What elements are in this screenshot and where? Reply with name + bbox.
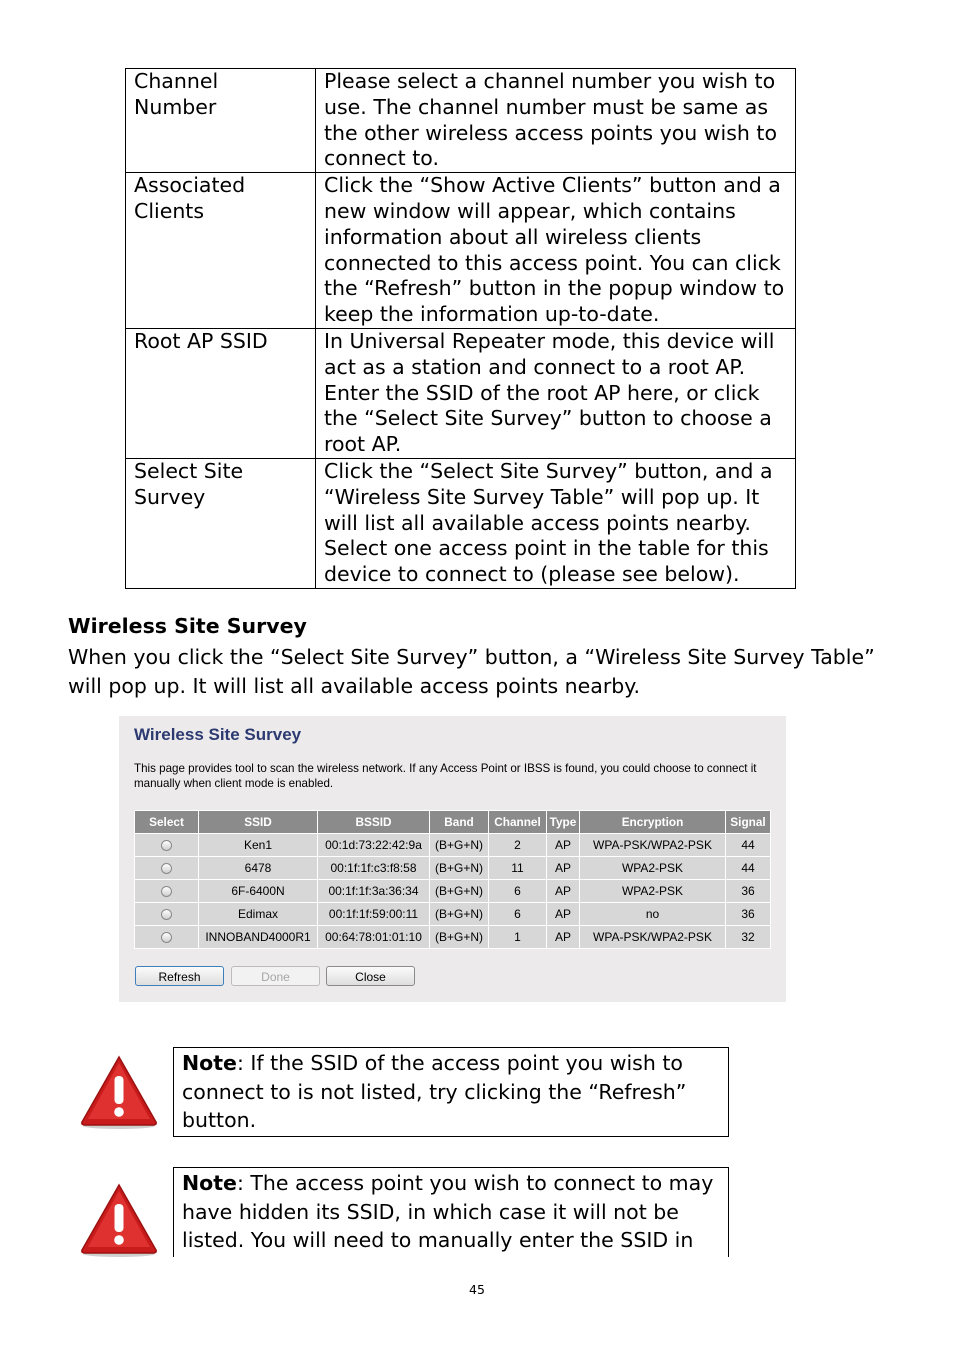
definition-row [126,458,796,588]
done-button[interactable]: Done [231,966,320,986]
select-radio[interactable] [161,932,172,943]
definition-description: Please select a channel number you wish to use. The channel number must be same as the other wireless access points you wish to connect to. [316,69,796,173]
select-radio[interactable] [161,909,172,920]
cell-encryption: WPA2-PSK [580,880,726,903]
cell-signal: 44 [726,834,771,857]
note-text: : The access point you wish to connect to may have hidden its SSID, in which case it will not be listed. You will need to manually enter the SSID in [182,1171,714,1253]
cell-bssid: 00:1d:73:22:42:9a [318,834,430,857]
warning-icon [80,1182,158,1258]
table-row [135,857,771,880]
table-row [135,903,771,926]
definition-description: Click the “Select Site Survey” button, and a “Wireless Site Survey Table” will pop up. It will list all available access points nearby. Select one access point in the table for this device to connect to (please see below). [316,458,796,588]
definition-row [126,173,796,329]
cell-type: AP [547,857,580,880]
cell-channel: 2 [489,834,547,857]
close-button[interactable]: Close [326,966,415,986]
cell-bssid: 00:1f:1f:59:00:11 [318,903,430,926]
note-label: Note [182,1051,237,1075]
section-intro: When you click the “Select Site Survey” button, a “Wireless Site Survey Table” will pop up. It will list all available access points nearby. [68,645,875,698]
note-label: Note [182,1171,237,1195]
cell-channel: 11 [489,857,547,880]
cell-band: (B+G+N) [430,834,489,857]
col-select: Select [135,811,199,834]
cell-signal: 36 [726,903,771,926]
note-box [173,1167,729,1257]
definition-term: Channel Number [126,69,316,173]
definition-row [126,69,796,173]
note-box [173,1047,729,1137]
col-type: Type [547,811,580,834]
cell-channel: 6 [489,880,547,903]
cell-ssid: Edimax [199,903,318,926]
definition-description: Click the “Show Active Clients” button and a new window will appear, which contains information about all wireless clients connected to this access point. You can click the “Refresh” button in the popup window to keep the information up-to-date. [316,173,796,329]
cell-encryption: WPA-PSK/WPA2-PSK [580,926,726,949]
cell-signal: 36 [726,880,771,903]
site-survey-screenshot [119,716,786,1002]
col-channel: Channel [489,811,547,834]
warning-icon [80,1054,158,1130]
table-row [135,834,771,857]
definition-term: Associated Clients [126,173,316,329]
table-header-row [135,811,771,834]
refresh-button[interactable]: Refresh [135,966,224,986]
cell-bssid: 00:64:78:01:01:10 [318,926,430,949]
table-row [135,880,771,903]
definition-term: Root AP SSID [126,328,316,458]
survey-description: This page provides tool to scan the wireless network. If any Access Point or IBSS is found, you could choose to connect it manually when client mode is enabled. [134,762,757,790]
definition-table [125,68,796,589]
cell-signal: 32 [726,926,771,949]
cell-encryption: WPA-PSK/WPA2-PSK [580,834,726,857]
cell-band: (B+G+N) [430,903,489,926]
definition-row [126,328,796,458]
cell-type: AP [547,903,580,926]
cell-channel: 1 [489,926,547,949]
page-number: 45 [469,1282,485,1297]
cell-signal: 44 [726,857,771,880]
cell-type: AP [547,926,580,949]
col-band: Band [430,811,489,834]
definition-term: Select Site Survey [126,458,316,588]
col-signal: Signal [726,811,771,834]
cell-channel: 6 [489,903,547,926]
note-text: : If the SSID of the access point you wish to connect to is not listed, try clicking the “Refresh” button. [182,1051,687,1133]
cell-ssid: Ken1 [199,834,318,857]
cell-band: (B+G+N) [430,926,489,949]
survey-title: Wireless Site Survey [134,725,302,744]
cell-bssid: 00:1f:1f:3a:36:34 [318,880,430,903]
site-survey-table [134,810,771,949]
cell-band: (B+G+N) [430,880,489,903]
cell-ssid: INNOBAND4000R1 [199,926,318,949]
select-radio[interactable] [161,886,172,897]
table-row [135,926,771,949]
cell-band: (B+G+N) [430,857,489,880]
cell-type: AP [547,880,580,903]
cell-type: AP [547,834,580,857]
section-heading: Wireless Site Survey [68,614,307,638]
cell-ssid: 6F-6400N [199,880,318,903]
cell-encryption: WPA2-PSK [580,857,726,880]
definition-description: In Universal Repeater mode, this device will act as a station and connect to a root AP. Enter the SSID of the root AP here, or click the “Select Site Survey” button to choose a root AP. [316,328,796,458]
cell-encryption: no [580,903,726,926]
select-radio[interactable] [161,863,172,874]
cell-ssid: 6478 [199,857,318,880]
cell-bssid: 00:1f:1f:c3:f8:58 [318,857,430,880]
select-radio[interactable] [161,840,172,851]
col-ssid: SSID [199,811,318,834]
col-encryption: Encryption [580,811,726,834]
col-bssid: BSSID [318,811,430,834]
